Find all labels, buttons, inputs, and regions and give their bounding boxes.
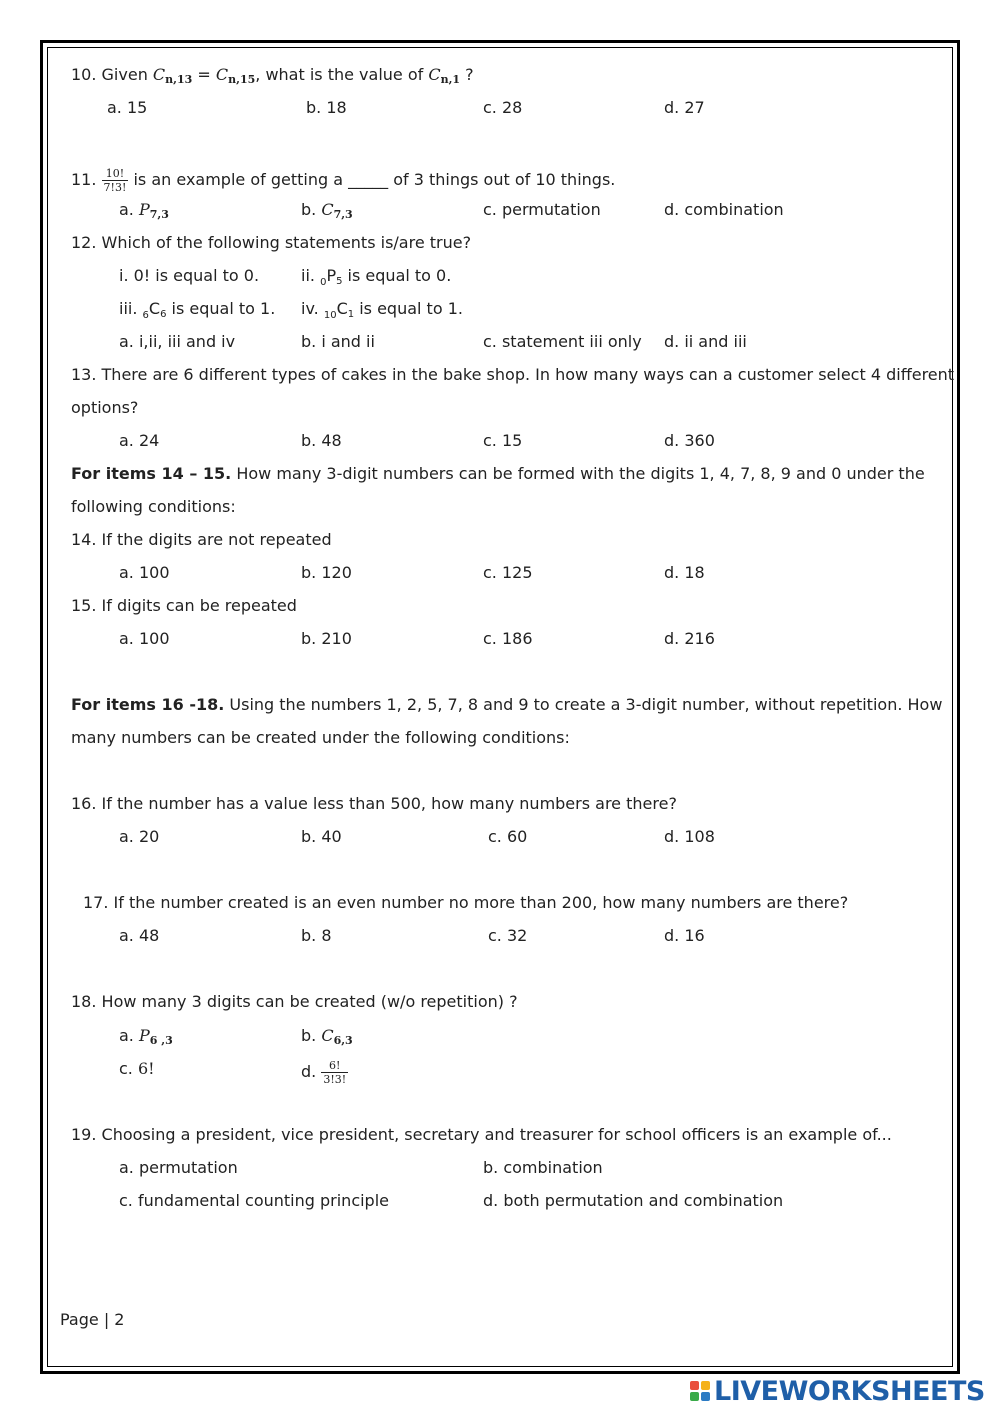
- logo-square-red: [690, 1381, 699, 1390]
- q18-option-b[interactable]: b. $C_{6,3}$: [301, 1026, 353, 1047]
- q10-option-a[interactable]: a. 15: [107, 98, 148, 117]
- page-number: Page | 2: [60, 1310, 125, 1329]
- q17-option-b[interactable]: b. 8: [301, 926, 332, 945]
- q19-option-b[interactable]: b. combination: [483, 1158, 603, 1177]
- q13-option-a[interactable]: a. 24: [119, 431, 160, 450]
- question-19: 19. Choosing a president, vice president, secretary and treasurer for school officers is an example of...: [71, 1125, 892, 1144]
- formula-c-n-15: $C_{n,15}$: [215, 65, 256, 86]
- question-16: 16. If the number has a value less than 500, how many numbers are there?: [71, 794, 677, 813]
- q18-option-a[interactable]: a. $P_{6 ,3}$: [119, 1026, 173, 1047]
- q19-option-a[interactable]: a. permutation: [119, 1158, 238, 1177]
- q17-option-d[interactable]: d. 16: [664, 926, 705, 945]
- q18-option-d[interactable]: d. $\frac{6!}{3!3!}$: [301, 1059, 347, 1086]
- items-14-15-instructions: For items 14 – 15. How many 3-digit numbers can be formed with the digits 1, 4, 7, 8, 9 and 0 under the: [71, 464, 925, 483]
- q15-option-b[interactable]: b. 210: [301, 629, 352, 648]
- q12-statement-iii: iii. $_6C_6$ is equal to 1.: [119, 299, 276, 321]
- items-14-15-instructions-line-2: following conditions:: [71, 497, 236, 516]
- items-16-18-instructions-line-2: many numbers can be created under the following conditions:: [71, 728, 570, 747]
- q12-option-b[interactable]: b. i and ii: [301, 332, 375, 351]
- question-18: 18. How many 3 digits can be created (w/o repetition) ?: [71, 992, 518, 1011]
- question-17: 17. If the number created is an even number no more than 200, how many numbers are there?: [83, 893, 849, 912]
- fraction-10-fact-over-7-fact-3-fact: $\frac{10!}{7!3!}$: [103, 167, 127, 194]
- question-12: 12. Which of the following statements is/are true?: [71, 233, 472, 252]
- question-14: 14. If the digits are not repeated: [71, 530, 332, 549]
- q15-option-a[interactable]: a. 100: [119, 629, 170, 648]
- logo-square-blue: [701, 1392, 710, 1401]
- q15-option-c[interactable]: c. 186: [483, 629, 533, 648]
- liveworksheets-logo-text: LIVEWORKSHEETS: [714, 1375, 985, 1407]
- q12-option-d[interactable]: d. ii and iii: [664, 332, 747, 351]
- q16-option-c[interactable]: c. 60: [488, 827, 528, 846]
- q16-option-a[interactable]: a. 20: [119, 827, 160, 846]
- q16-option-b[interactable]: b. 40: [301, 827, 342, 846]
- q10-option-d[interactable]: d. 27: [664, 98, 705, 117]
- q12-statement-iv: iv. $_{10}C_1$ is equal to 1.: [301, 299, 463, 321]
- formula-c-n-13: $C_{n,13}$: [152, 65, 193, 86]
- q19-option-c[interactable]: c. fundamental counting principle: [119, 1191, 389, 1210]
- q10-option-b[interactable]: b. 18: [306, 98, 347, 117]
- q17-option-a[interactable]: a. 48: [119, 926, 160, 945]
- logo-square-yellow: [701, 1381, 710, 1390]
- q14-option-a[interactable]: a. 100: [119, 563, 170, 582]
- items-16-18-instructions: For items 16 -18. Using the numbers 1, 2, 5, 7, 8 and 9 to create a 3-digit number, without repetition. How: [71, 695, 943, 714]
- q13-option-b[interactable]: b. 48: [301, 431, 342, 450]
- q11-option-d[interactable]: d. combination: [664, 200, 784, 219]
- q19-option-d[interactable]: d. both permutation and combination: [483, 1191, 784, 1210]
- liveworksheets-logo-icon: [690, 1381, 710, 1401]
- q12-option-c[interactable]: c. statement iii only: [483, 332, 642, 351]
- q16-option-d[interactable]: d. 108: [664, 827, 715, 846]
- q14-option-d[interactable]: d. 18: [664, 563, 705, 582]
- question-11: 11. $\frac{10!}{7!3!}$ is an example of getting a _____ of 3 things out of 10 things.: [71, 167, 616, 194]
- fraction-6-fact-over-3-fact-3-fact: $\frac{6!}{3!3!}$: [323, 1059, 347, 1086]
- q12-statement-ii: ii. $_0P_5$ is equal to 0.: [301, 266, 452, 288]
- q15-option-d[interactable]: d. 216: [664, 629, 715, 648]
- q17-option-c[interactable]: c. 32: [488, 926, 528, 945]
- q18-option-c[interactable]: c. 6!: [119, 1059, 155, 1078]
- question-13-line-2: options?: [71, 398, 139, 417]
- question-10: 10. Given $C_{n,13} = C_{n,15}$, what is the value of $C_{n,1}$ ?: [71, 65, 474, 86]
- question-15: 15. If digits can be repeated: [71, 596, 297, 615]
- q11-option-b[interactable]: b. $C_{7,3}$: [301, 200, 353, 221]
- q12-statement-i: i. 0! is equal to 0.: [119, 266, 260, 285]
- q13-option-d[interactable]: d. 360: [664, 431, 715, 450]
- logo-square-green: [690, 1392, 699, 1401]
- q13-option-c[interactable]: c. 15: [483, 431, 523, 450]
- q14-option-b[interactable]: b. 120: [301, 563, 352, 582]
- q11-option-a[interactable]: a. $P_{7,3}$: [119, 200, 169, 221]
- q11-option-c[interactable]: c. permutation: [483, 200, 601, 219]
- formula-c-n-1: $C_{n,1}$: [428, 65, 461, 86]
- liveworksheets-logo[interactable]: [690, 1376, 985, 1406]
- q14-option-c[interactable]: c. 125: [483, 563, 533, 582]
- q12-option-a[interactable]: a. i,ii, iii and iv: [119, 332, 236, 351]
- question-13-line-1: 13. There are 6 different types of cakes in the bake shop. In how many ways can a customer select 4 different: [71, 365, 955, 384]
- q10-option-c[interactable]: c. 28: [483, 98, 523, 117]
